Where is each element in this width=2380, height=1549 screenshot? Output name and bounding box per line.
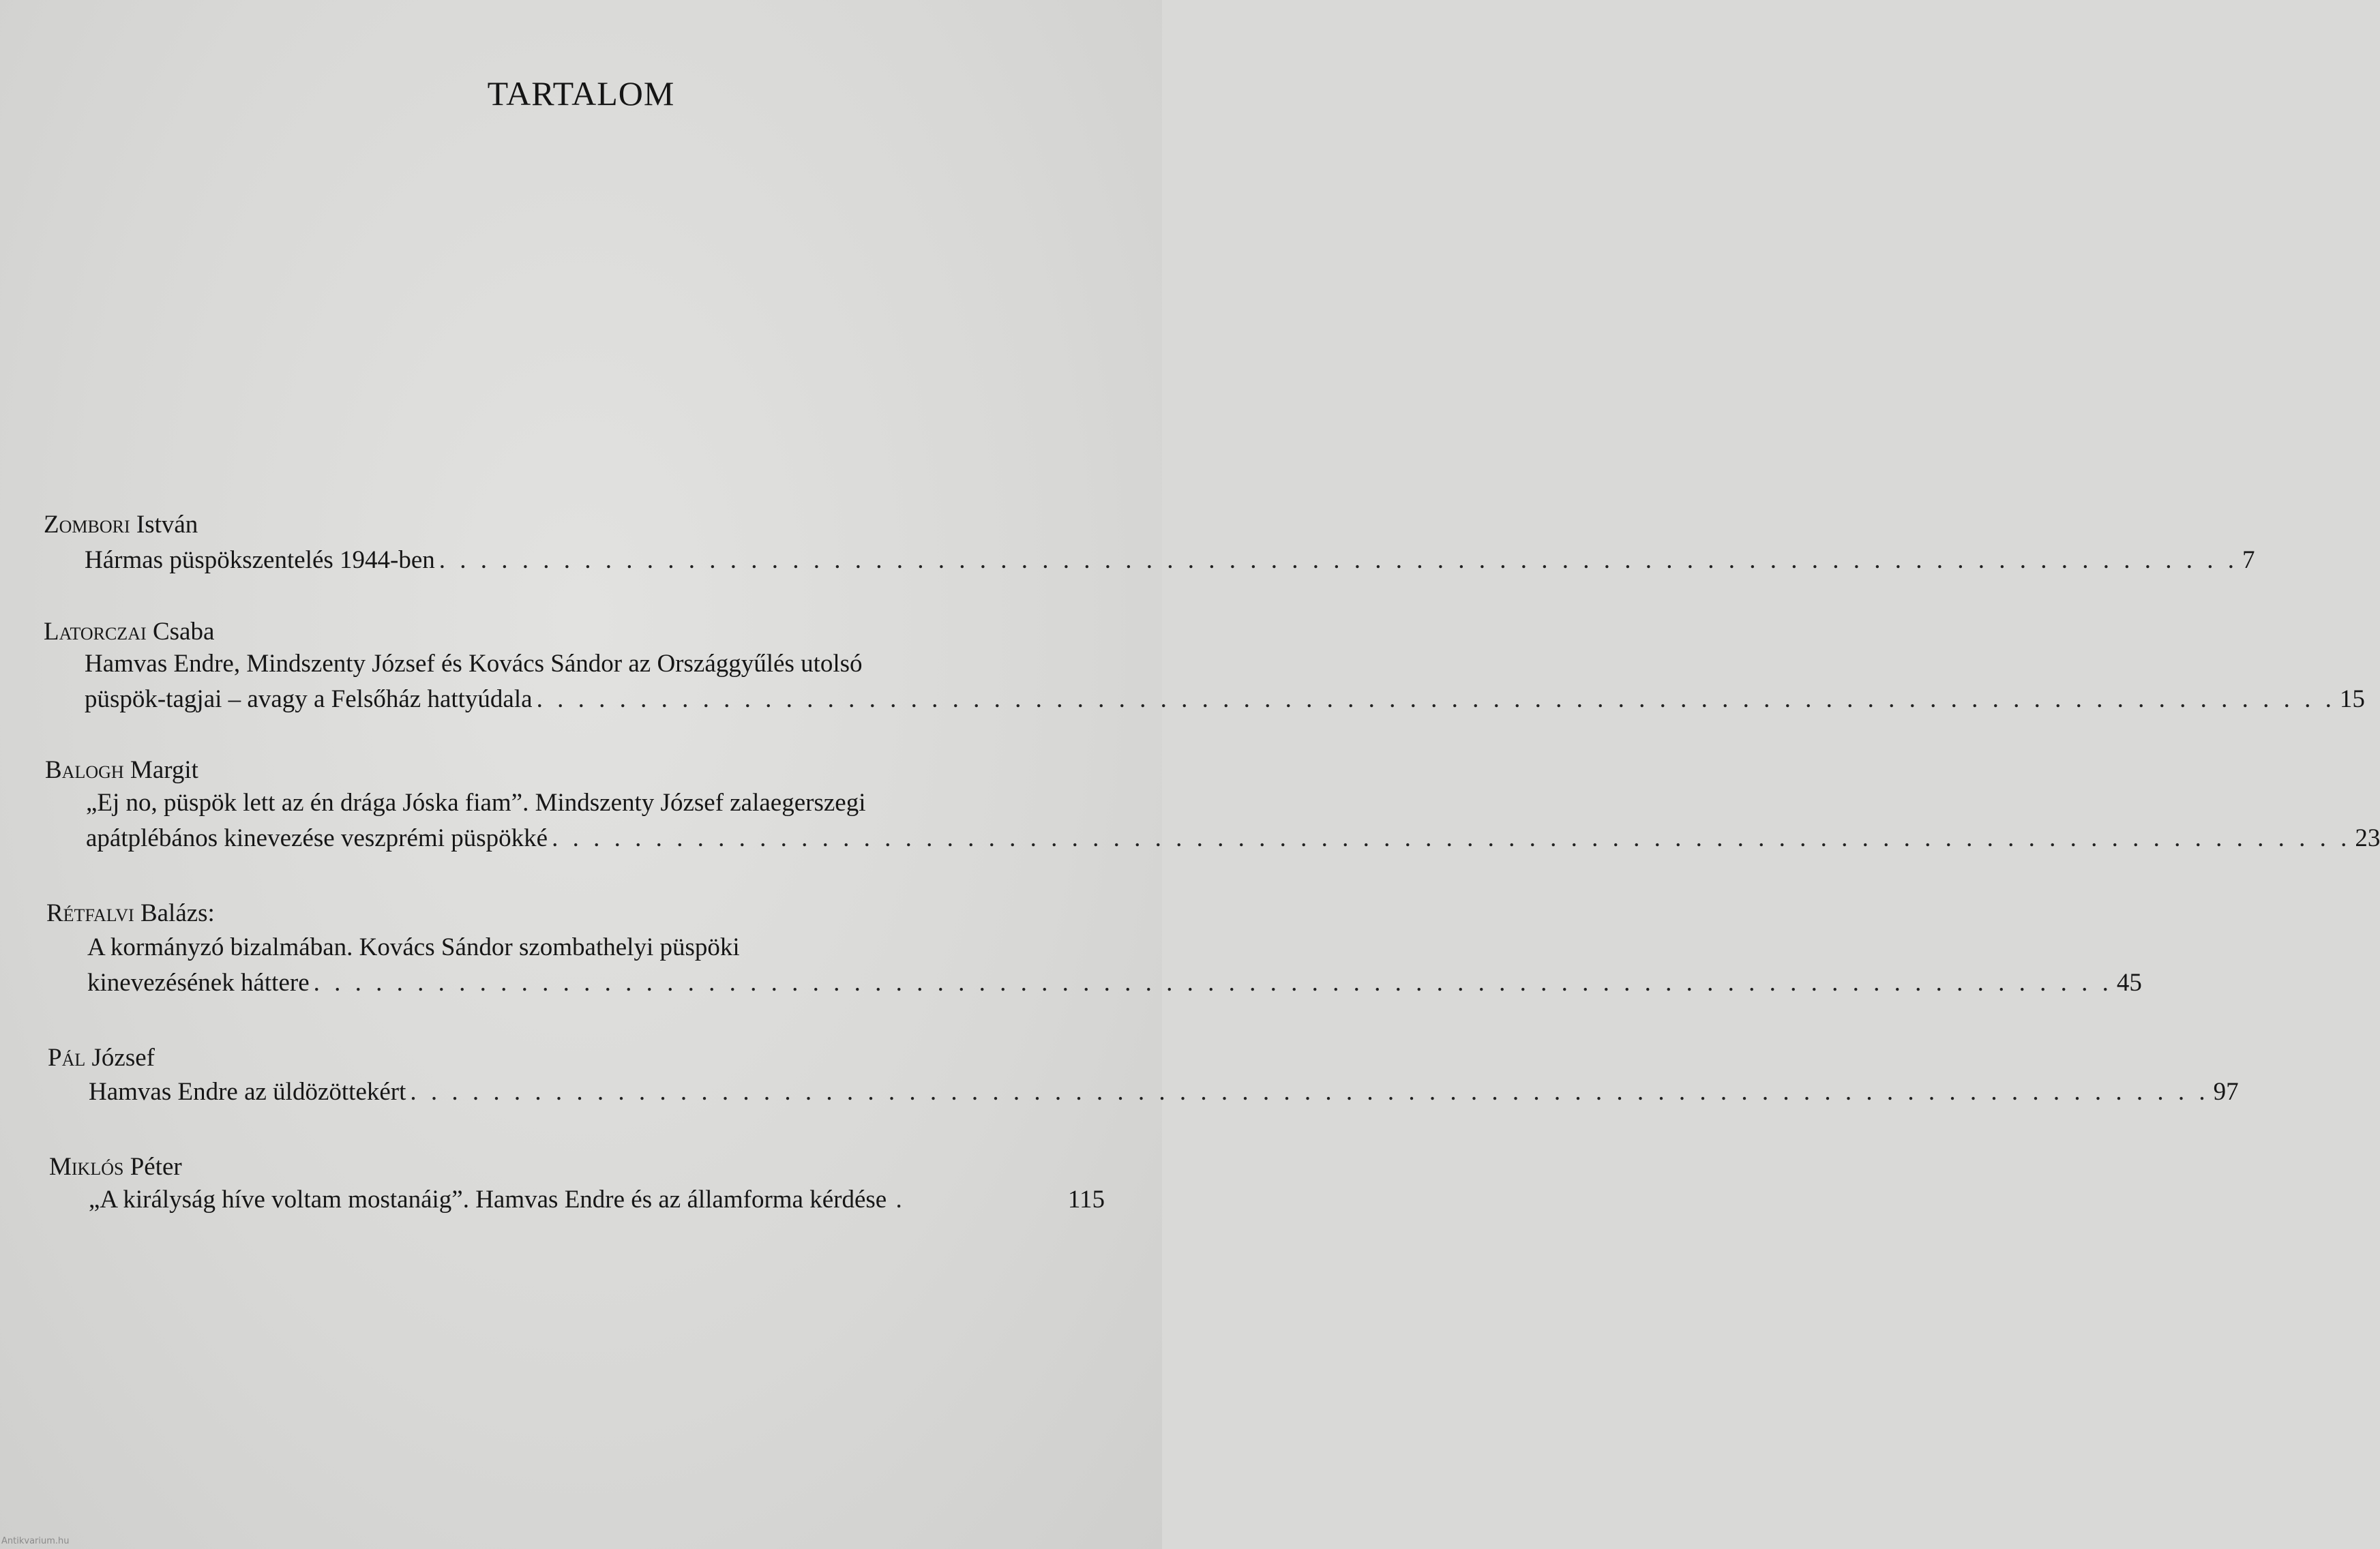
toc-author-latorczai bbox=[44, 617, 214, 646]
author-lastname: Zombori bbox=[44, 511, 130, 539]
toc-author-pal bbox=[48, 1043, 155, 1072]
entry-title: „A királyság híve voltam mostanáig”. Hamvas Endre és az államforma kérdése bbox=[89, 1186, 887, 1214]
author-lastname: Rétfalvi bbox=[46, 899, 134, 927]
watermark-text: Antikvarium.hu bbox=[1, 1536, 70, 1546]
page-number: 15 bbox=[2339, 685, 2365, 713]
dot-leader: . . . . . . . . . . . . . . . . . . . . . . . . . . . . . . . . . . . . . . . . . . . . . . . . . . . . . . . . . . . . . . . . . . . . . . . . . . . . . . . . . . . . . . . bbox=[552, 824, 2351, 852]
toc-entry-title-line[interactable] bbox=[87, 968, 2142, 999]
author-lastname: Miklós bbox=[49, 1153, 124, 1181]
toc-entry-title-first-line: A kormányzó bizalmában. Kovács Sándor szombathelyi püspöki bbox=[87, 933, 740, 961]
toc-author-balogh bbox=[45, 755, 198, 785]
toc-entry-title-line[interactable] bbox=[89, 1185, 1105, 1216]
toc-author-retfalvi bbox=[46, 899, 215, 928]
entry-title: kinevezésének háttere bbox=[87, 969, 310, 997]
page-number: 97 bbox=[2213, 1078, 2239, 1106]
dot-leader: . . . . . . . . . . . . . . . . . . . . . . . . . . . . . . . . . . . . . . . . . . . . . . . . . . . . . . . . . . . . . . . . . . . . . . . . . . . . . . . . . . . . . . . bbox=[313, 969, 2113, 997]
entry-title: Hamvas Endre az üldözöttekért bbox=[89, 1078, 406, 1106]
page-number: 115 bbox=[1067, 1186, 1105, 1214]
author-firstname: Csaba bbox=[152, 618, 215, 646]
author-firstname: Margit bbox=[130, 756, 198, 784]
page-number: 45 bbox=[2116, 969, 2142, 997]
toc-entry-title-line[interactable] bbox=[85, 545, 2255, 577]
toc-entry-title-first-line: Hamvas Endre, Mindszenty József és Kovács Sándor az Országgyűlés utolsó bbox=[85, 650, 863, 678]
author-firstname: József bbox=[91, 1044, 155, 1072]
dot-leader: . . . . . . . . . . . . . . . . . . . . . . . . . . . . . . . . . . . . . . . . . . . . . . . . . . . . . . . . . . . . . . . . . . . . . . . . . . . . . . . . . . . . . . . bbox=[536, 685, 2336, 713]
author-firstname: István bbox=[136, 511, 198, 539]
entry-title: püspök-tagjai – avagy a Felsőház hattyúdala bbox=[85, 685, 533, 713]
page-number: 23 bbox=[2355, 824, 2380, 852]
author-lastname: Pál bbox=[48, 1044, 86, 1072]
dot-leader: . . . . . . . . . . . . . . . . . . . . . . . . . . . . . . . . . . . . . . . . . . . . . . . . . . . . . . . . . . . . . . . . . . . . . . . . . . . . . . . . . . . . . . . bbox=[410, 1078, 2210, 1106]
entry-title: Hármas püspökszentelés 1944-ben bbox=[85, 546, 435, 574]
author-firstname: Balázs: bbox=[140, 899, 215, 927]
page-title: TARTALOM bbox=[487, 74, 675, 112]
author-lastname: Latorczai bbox=[44, 618, 147, 646]
entry-title: apátplébános kinevezése veszprémi püspökké bbox=[86, 824, 548, 852]
toc-author-zombori bbox=[44, 510, 198, 539]
page-number: 7 bbox=[2242, 546, 2255, 574]
toc-entry-title-line[interactable] bbox=[85, 685, 2365, 716]
toc-author-miklos bbox=[49, 1152, 182, 1182]
author-firstname: Péter bbox=[130, 1153, 182, 1181]
dot-leader: . bbox=[889, 1186, 902, 1214]
toc-entry-title-line[interactable] bbox=[86, 824, 2380, 855]
toc-entry-title-line[interactable] bbox=[89, 1077, 2239, 1109]
dot-leader: . . . . . . . . . . . . . . . . . . . . . . . . . . . . . . . . . . . . . . . . . . . . . . . . . . . . . . . . . . . . . . . . . . . . . . . . . . . . . . . . . . . . . . . bbox=[438, 546, 2239, 574]
toc-entry-title-first-line: „Ej no, püspök lett az én drága Jóska fiam”. Mindszenty József zalaegerszegi bbox=[86, 789, 866, 817]
author-lastname: Balogh bbox=[45, 756, 124, 784]
